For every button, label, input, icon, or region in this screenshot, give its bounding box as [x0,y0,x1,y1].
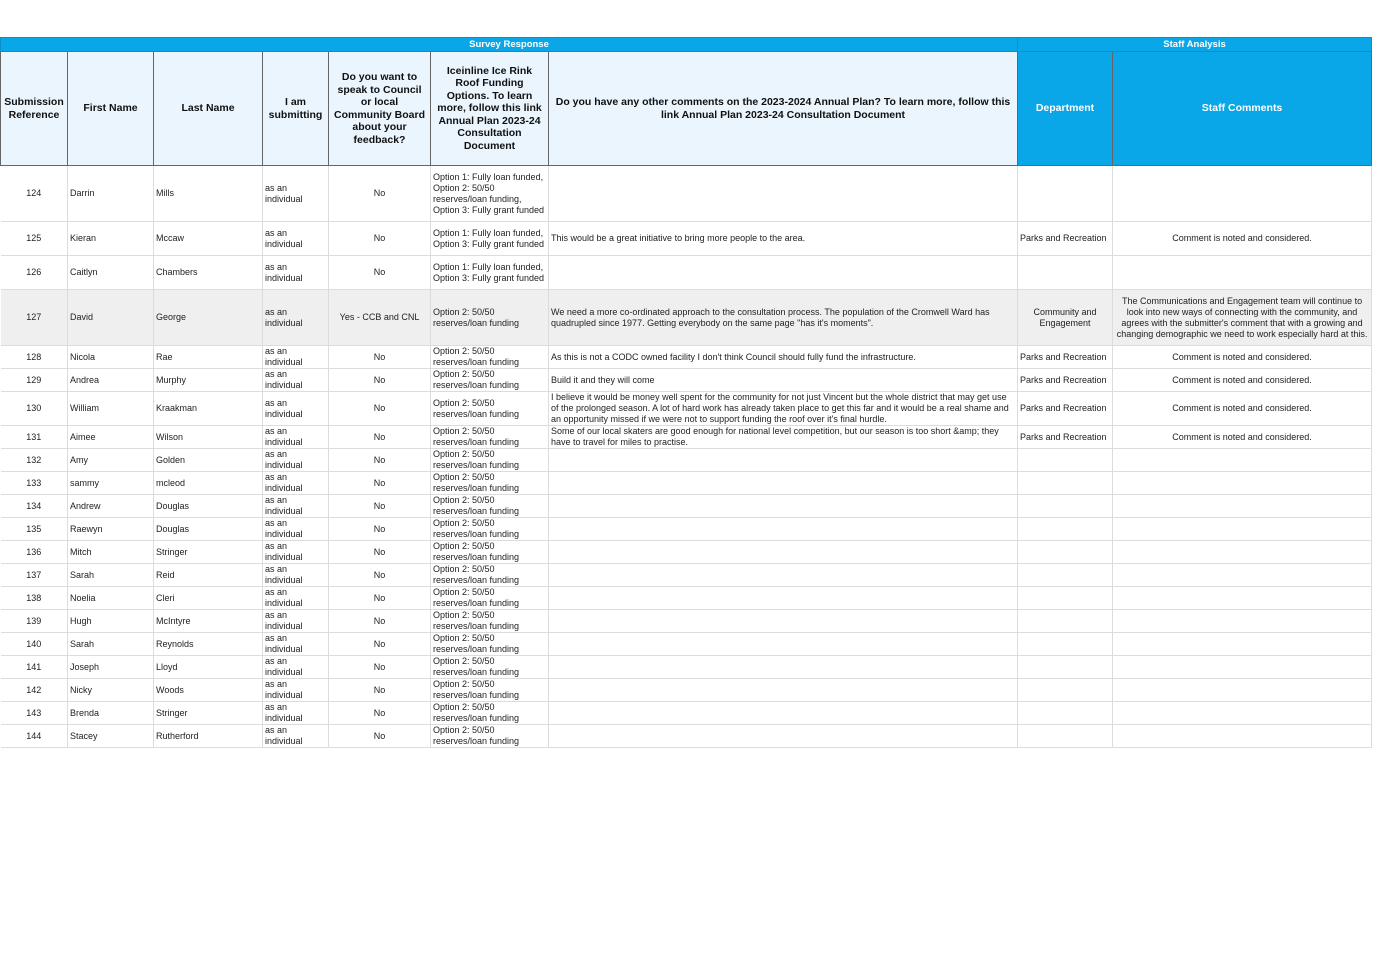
table-row [1,290,1372,346]
cell-funding: Option 2: 50/50 reserves/loan funding [431,725,549,748]
cell-staff-comment [1113,587,1372,610]
cell-last-name: George [154,290,263,346]
cell-speak: No [329,222,431,256]
cell-speak: No [329,725,431,748]
cell-comment [549,610,1018,633]
cell-reference: 140 [1,633,68,656]
cell-funding: Option 2: 50/50 reserves/loan funding [431,633,549,656]
cell-speak: No [329,702,431,725]
table-row [1,587,1372,610]
cell-speak: No [329,449,431,472]
cell-department [1018,564,1113,587]
submissions-sheet [0,37,1371,748]
cell-speak: No [329,166,431,222]
cell-reference: 144 [1,725,68,748]
cell-comment [549,256,1018,290]
col-first-name: First Name [68,52,154,166]
cell-reference: 137 [1,564,68,587]
cell-staff-comment [1113,472,1372,495]
cell-comment [549,702,1018,725]
cell-speak: No [329,610,431,633]
cell-speak: No [329,472,431,495]
cell-submitting: as an individual [263,679,329,702]
cell-comment: I believe it would be money well spent for the community for not just Vincent but the whole district that may get use of the prolonged season. A lot of hard work has already taken place to get this far and it would be a real shame and an opportunity missed if we were not to support funding the roof over it's final hurdle. [549,392,1018,426]
cell-comment: Build it and they will come [549,369,1018,392]
table-row [1,426,1372,449]
cell-comment: As this is not a CODC owned facility I don't think Council should fully fund the infrastructure. [549,346,1018,369]
cell-staff-comment [1113,256,1372,290]
cell-submitting: as an individual [263,656,329,679]
cell-funding: Option 2: 50/50 reserves/loan funding [431,346,549,369]
cell-reference: 126 [1,256,68,290]
cell-comment [549,656,1018,679]
cell-staff-comment [1113,610,1372,633]
cell-first-name: Amy [68,449,154,472]
cell-department [1018,633,1113,656]
cell-staff-comment [1113,518,1372,541]
cell-reference: 132 [1,449,68,472]
cell-department: Parks and Recreation [1018,426,1113,449]
cell-reference: 129 [1,369,68,392]
col-other-comments: Do you have any other comments on the 2023-2024 Annual Plan? To learn more, follow this link Annual Plan 2023-24 Consultation Document [549,52,1018,166]
cell-comment: Some of our local skaters are good enough for national level competition, but our season is too short &amp; they have to travel for miles to practise. [549,426,1018,449]
cell-funding: Option 2: 50/50 reserves/loan funding [431,290,549,346]
cell-funding: Option 1: Fully loan funded, Option 2: 50/50 reserves/loan funding, Option 3: Fully grant funded [431,166,549,222]
cell-comment [549,518,1018,541]
cell-funding: Option 1: Fully loan funded, Option 3: Fully grant funded [431,256,549,290]
cell-staff-comment: Comment is noted and considered. [1113,426,1372,449]
cell-funding: Option 2: 50/50 reserves/loan funding [431,449,549,472]
col-department: Department [1018,52,1113,166]
cell-department [1018,610,1113,633]
cell-funding: Option 2: 50/50 reserves/loan funding [431,495,549,518]
cell-reference: 139 [1,610,68,633]
cell-staff-comment [1113,656,1372,679]
cell-first-name: Caitlyn [68,256,154,290]
cell-speak: No [329,518,431,541]
cell-submitting: as an individual [263,541,329,564]
cell-last-name: Lloyd [154,656,263,679]
cell-funding: Option 2: 50/50 reserves/loan funding [431,541,549,564]
cell-last-name: Stringer [154,541,263,564]
cell-speak: No [329,656,431,679]
cell-comment [549,541,1018,564]
cell-reference: 138 [1,587,68,610]
cell-submitting: as an individual [263,518,329,541]
cell-first-name: Noelia [68,587,154,610]
cell-comment: We need a more co-ordinated approach to the consultation process. The population of the Cromwell Ward has quadrupled since 1977. Getting everybody on the same page "has it's moments". [549,290,1018,346]
cell-department [1018,702,1113,725]
cell-department [1018,472,1113,495]
cell-comment [549,166,1018,222]
cell-submitting: as an individual [263,610,329,633]
cell-first-name: Nicky [68,679,154,702]
cell-staff-comment [1113,166,1372,222]
cell-last-name: Mccaw [154,222,263,256]
cell-staff-comment [1113,702,1372,725]
cell-staff-comment: The Communications and Engagement team will continue to look into new ways of connecting with the community, and agrees with the submitter's comment that with a growing and changing demographic we need to work especially hard at this. [1113,290,1372,346]
cell-first-name: Andrea [68,369,154,392]
table-row [1,346,1372,369]
cell-department [1018,679,1113,702]
cell-speak: No [329,392,431,426]
cell-reference: 136 [1,541,68,564]
cell-submitting: as an individual [263,256,329,290]
cell-comment [549,725,1018,748]
cell-comment: This would be a great initiative to bring more people to the area. [549,222,1018,256]
cell-reference: 128 [1,346,68,369]
cell-speak: No [329,426,431,449]
cell-first-name: Nicola [68,346,154,369]
cell-funding: Option 2: 50/50 reserves/loan funding [431,610,549,633]
cell-last-name: mcleod [154,472,263,495]
table-row [1,610,1372,633]
table-row [1,702,1372,725]
cell-funding: Option 2: 50/50 reserves/loan funding [431,564,549,587]
table-row [1,369,1372,392]
cell-first-name: Sarah [68,633,154,656]
cell-staff-comment [1113,679,1372,702]
cell-department [1018,656,1113,679]
cell-last-name: Golden [154,449,263,472]
cell-last-name: Woods [154,679,263,702]
cell-first-name: Kieran [68,222,154,256]
table-row [1,679,1372,702]
cell-submitting: as an individual [263,369,329,392]
cell-department [1018,518,1113,541]
col-funding-options: Iceinline Ice Rink Roof Funding Options. To learn more, follow this link Annual Plan 2023-24 Consultation Document [431,52,549,166]
table-row [1,222,1372,256]
cell-funding: Option 2: 50/50 reserves/loan funding [431,518,549,541]
cell-first-name: William [68,392,154,426]
cell-submitting: as an individual [263,495,329,518]
cell-department [1018,725,1113,748]
cell-first-name: Andrew [68,495,154,518]
cell-submitting: as an individual [263,346,329,369]
cell-comment [549,564,1018,587]
cell-submitting: as an individual [263,472,329,495]
cell-department [1018,587,1113,610]
cell-reference: 125 [1,222,68,256]
cell-submitting: as an individual [263,449,329,472]
cell-reference: 141 [1,656,68,679]
cell-reference: 142 [1,679,68,702]
column-header-row [1,52,1372,166]
cell-comment [549,472,1018,495]
cell-staff-comment: Comment is noted and considered. [1113,222,1372,256]
cell-reference: 124 [1,166,68,222]
table-row [1,541,1372,564]
cell-speak: No [329,369,431,392]
cell-last-name: Chambers [154,256,263,290]
cell-speak: No [329,679,431,702]
table-row [1,166,1372,222]
cell-submitting: as an individual [263,725,329,748]
cell-speak: No [329,541,431,564]
cell-submitting: as an individual [263,392,329,426]
cell-department: Community and Engagement [1018,290,1113,346]
cell-last-name: Reynolds [154,633,263,656]
cell-speak: No [329,346,431,369]
cell-comment [549,449,1018,472]
cell-reference: 135 [1,518,68,541]
cell-department [1018,256,1113,290]
cell-funding: Option 1: Fully loan funded, Option 3: Fully grant funded [431,222,549,256]
cell-last-name: Stringer [154,702,263,725]
cell-last-name: Rutherford [154,725,263,748]
cell-submitting: as an individual [263,222,329,256]
cell-reference: 133 [1,472,68,495]
group-staff-analysis: Staff Analysis [1018,38,1372,52]
cell-submitting: as an individual [263,426,329,449]
submissions-table [0,37,1372,748]
cell-staff-comment [1113,495,1372,518]
cell-department [1018,495,1113,518]
cell-reference: 127 [1,290,68,346]
cell-submitting: as an individual [263,633,329,656]
cell-funding: Option 2: 50/50 reserves/loan funding [431,472,549,495]
cell-staff-comment [1113,725,1372,748]
cell-staff-comment: Comment is noted and considered. [1113,392,1372,426]
cell-staff-comment: Comment is noted and considered. [1113,346,1372,369]
cell-first-name: Joseph [68,656,154,679]
cell-last-name: McIntyre [154,610,263,633]
cell-staff-comment: Comment is noted and considered. [1113,369,1372,392]
cell-funding: Option 2: 50/50 reserves/loan funding [431,369,549,392]
col-staff-comments: Staff Comments [1113,52,1372,166]
cell-speak: No [329,256,431,290]
cell-first-name: Hugh [68,610,154,633]
cell-first-name: Raewyn [68,518,154,541]
col-speak-to-council: Do you want to speak to Council or local Community Board about your feedback? [329,52,431,166]
cell-staff-comment [1113,449,1372,472]
cell-staff-comment [1113,633,1372,656]
cell-reference: 134 [1,495,68,518]
cell-department [1018,166,1113,222]
table-row [1,495,1372,518]
cell-funding: Option 2: 50/50 reserves/loan funding [431,426,549,449]
table-row [1,633,1372,656]
cell-department: Parks and Recreation [1018,392,1113,426]
cell-last-name: Douglas [154,518,263,541]
group-survey-response: Survey Response [1,38,1018,52]
cell-speak: Yes - CCB and CNL [329,290,431,346]
cell-first-name: Mitch [68,541,154,564]
cell-last-name: Reid [154,564,263,587]
cell-last-name: Murphy [154,369,263,392]
cell-comment [549,679,1018,702]
cell-speak: No [329,564,431,587]
table-row [1,564,1372,587]
table-row [1,656,1372,679]
table-row [1,449,1372,472]
cell-last-name: Wilson [154,426,263,449]
col-submission-reference: Submission Reference [1,52,68,166]
cell-speak: No [329,633,431,656]
cell-comment [549,587,1018,610]
cell-first-name: Sarah [68,564,154,587]
col-last-name: Last Name [154,52,263,166]
cell-staff-comment [1113,541,1372,564]
cell-department [1018,449,1113,472]
cell-speak: No [329,495,431,518]
cell-reference: 130 [1,392,68,426]
cell-funding: Option 2: 50/50 reserves/loan funding [431,679,549,702]
cell-reference: 131 [1,426,68,449]
table-row [1,472,1372,495]
group-header-row [1,38,1372,52]
col-submitting: I am submitting [263,52,329,166]
cell-first-name: Aimee [68,426,154,449]
cell-reference: 143 [1,702,68,725]
cell-submitting: as an individual [263,587,329,610]
submissions-body [1,166,1372,748]
cell-last-name: Kraakman [154,392,263,426]
table-row [1,725,1372,748]
cell-comment [549,495,1018,518]
cell-first-name: Stacey [68,725,154,748]
cell-last-name: Cleri [154,587,263,610]
cell-submitting: as an individual [263,166,329,222]
cell-department: Parks and Recreation [1018,346,1113,369]
cell-comment [549,633,1018,656]
cell-last-name: Douglas [154,495,263,518]
cell-speak: No [329,587,431,610]
cell-submitting: as an individual [263,290,329,346]
cell-funding: Option 2: 50/50 reserves/loan funding [431,392,549,426]
cell-first-name: Darrin [68,166,154,222]
cell-last-name: Mills [154,166,263,222]
table-row [1,392,1372,426]
cell-first-name: Brenda [68,702,154,725]
cell-staff-comment [1113,564,1372,587]
cell-department: Parks and Recreation [1018,222,1113,256]
cell-funding: Option 2: 50/50 reserves/loan funding [431,587,549,610]
cell-department [1018,541,1113,564]
cell-first-name: David [68,290,154,346]
cell-first-name: sammy [68,472,154,495]
cell-funding: Option 2: 50/50 reserves/loan funding [431,656,549,679]
table-row [1,518,1372,541]
table-row [1,256,1372,290]
cell-department: Parks and Recreation [1018,369,1113,392]
cell-funding: Option 2: 50/50 reserves/loan funding [431,702,549,725]
cell-submitting: as an individual [263,702,329,725]
cell-submitting: as an individual [263,564,329,587]
cell-last-name: Rae [154,346,263,369]
